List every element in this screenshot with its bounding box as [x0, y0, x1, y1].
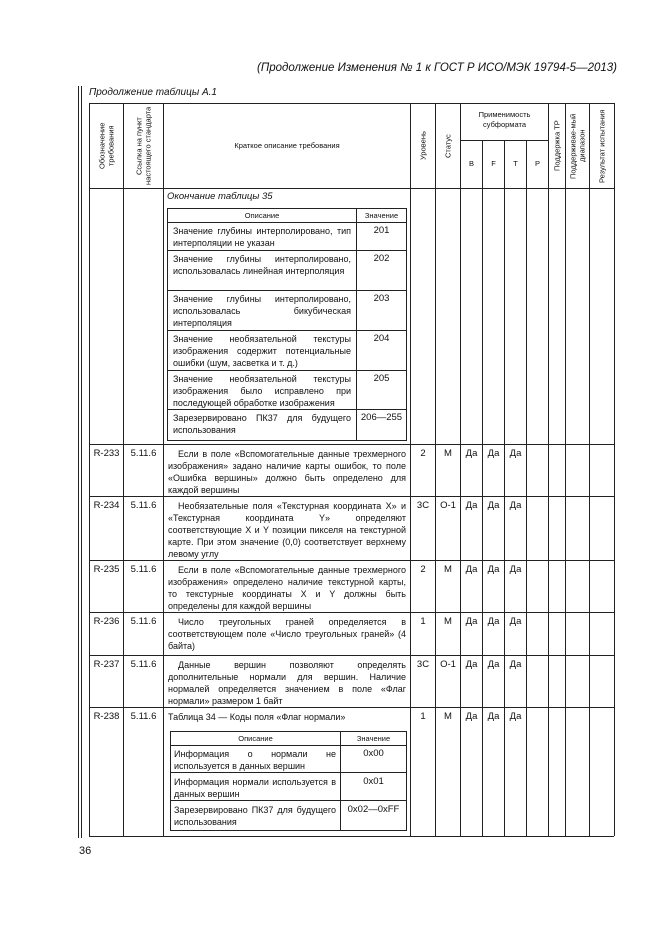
row-status: М — [444, 711, 452, 722]
table35-row-desc: Значение необязательной текстуры изображения было исправлено при последующей обработке изображения — [173, 374, 351, 408]
row-subformat-f: Да — [487, 500, 500, 511]
row-subformat-t: Да — [509, 711, 522, 722]
table34-row-desc: Зарезервировано ПК37 для будущего использования — [174, 805, 336, 827]
table35-row-val: 203 — [373, 293, 390, 304]
col-header-ref: Ссылка на пункт настоящего стандарта — [134, 106, 153, 186]
table34-row-val: 0x01 — [363, 776, 384, 787]
row-description: Число треугольных граней определяется в соответствующем поле «Число треугольных граней» (4 байта) — [168, 617, 406, 651]
row-subformat-f: Да — [487, 448, 500, 459]
row-designation: R-234 — [93, 500, 120, 511]
row-subformat-b: Да — [465, 616, 478, 627]
row-subformat-t: Да — [509, 448, 522, 459]
page-number: 36 — [79, 845, 92, 857]
row-subformat-f: Да — [487, 711, 500, 722]
col-header-supported-range: Поддерживае-мый диапазон — [568, 113, 587, 179]
col-header-test-result: Результат испытания — [597, 109, 607, 183]
col-header-applicability: Применимость субформата — [478, 110, 531, 129]
row-ref: 5.11.6 — [130, 448, 157, 459]
row-subformat-b: Да — [465, 448, 478, 459]
table35-row-desc: Зарезервировано ПК37 для будущего использования — [173, 413, 351, 435]
table35-row-val: 206—255 — [360, 412, 403, 423]
table34-row-val: 0x00 — [363, 748, 384, 759]
row-level: 1 — [420, 616, 426, 627]
table34-row-val: 0x02—0xFF — [347, 804, 400, 815]
table34-head-desc: Описание — [238, 734, 273, 743]
col-header-f: F — [491, 159, 496, 168]
row-description: Если в поле «Вспомогательные данные трехмерного изображения» определено наличие текстурной карты, то текстурные координаты X и Y должны быть определены для каждой вершины — [168, 565, 406, 611]
row-level: 3С — [416, 659, 430, 670]
row-status: О-1 — [440, 659, 456, 670]
table35-head-val: Значение — [364, 211, 399, 220]
row-status: О-1 — [440, 500, 456, 511]
row-level: 1 — [420, 711, 426, 722]
col-header-status: Статус — [443, 134, 453, 158]
table35-caption: Окончание таблицы 35 — [167, 191, 273, 202]
col-header-supported-tr: Поддержка ТР — [552, 120, 562, 172]
table35-row-val: 204 — [373, 333, 390, 344]
row-designation: R-237 — [93, 659, 120, 670]
row-level: 3С — [416, 500, 430, 511]
row-designation: R-235 — [93, 564, 120, 575]
col-header-t: Т — [513, 159, 518, 168]
table35-row-desc: Значение глубины интерполировано, использовалась линейная интерполяция — [173, 254, 351, 276]
row-subformat-t: Да — [509, 659, 522, 670]
table34-row-desc: Информация нормали используется в данных вершин — [174, 777, 336, 799]
table35-row-val: 202 — [373, 253, 390, 264]
table35-head-desc: Описание — [244, 211, 280, 220]
row-subformat-b: Да — [465, 564, 478, 575]
row-ref: 5.11.6 — [130, 659, 157, 670]
row-status: М — [444, 616, 452, 627]
table35-row-desc: Значение глубины интерполировано, использовалась бикубическая интерполяция — [173, 294, 351, 328]
row-status: М — [444, 448, 452, 459]
row-subformat-b: Да — [465, 500, 478, 511]
row-ref: 5.11.6 — [130, 564, 157, 575]
page-header: (Продолжение Изменения № 1 к ГОСТ Р ИСО/МЭК 19794-5—2013) — [257, 62, 617, 74]
row-subformat-t: Да — [509, 500, 522, 511]
row-subformat-t: Да — [509, 616, 522, 627]
margin-bar — [81, 86, 82, 838]
table35-row-desc: Значение необязательной текстуры изображения содержит потенциальные ошибки (шум, засветка и т. д.) — [173, 334, 351, 368]
table34-caption: Таблица 34 — Коды поля «Флаг нормали» — [168, 712, 346, 722]
table35-row-val: 205 — [373, 373, 390, 384]
row-status: М — [444, 564, 452, 575]
row-subformat-b: Да — [465, 711, 478, 722]
row-level: 2 — [420, 564, 426, 575]
col-header-designation: Обозначение требования — [97, 122, 116, 170]
row-subformat-t: Да — [509, 564, 522, 575]
table35-row-val: 201 — [373, 225, 390, 236]
row-designation: R-233 — [93, 448, 120, 459]
col-header-p: Р — [534, 159, 540, 168]
row-description: Если в поле «Вспомогательные данные трехмерного изображения» задано наличие карты ошибок, то поле «Ошибка вершины» должно быть определено для каждой вершины — [168, 449, 406, 495]
row-subformat-b: Да — [465, 659, 478, 670]
row-ref: 5.11.6 — [130, 711, 157, 722]
table34-row-desc: Информация о нормали не используется в данных вершин — [174, 749, 336, 771]
row-description: Необязательные поля «Текстурная координата X» и «Текстурная координата Y» определяют соответствующие X и Y позиции пикселя на текстурной карте. При этом значение (0,0) соответствует верхнему левому углу — [168, 501, 406, 559]
row-designation: R-238 — [93, 711, 120, 722]
col-header-description: Краткое описание требования — [234, 141, 340, 150]
margin-bar — [78, 86, 79, 838]
table34-head-val: Значение — [356, 734, 391, 743]
table35-row-desc: Значение глубины интерполировано, тип интерполяции не указан — [173, 226, 351, 248]
row-designation: R-236 — [93, 616, 120, 627]
row-level: 2 — [420, 448, 426, 459]
col-header-level: Уровень — [418, 131, 428, 161]
table-continuation-label: Продолжение таблицы А.1 — [89, 87, 217, 98]
row-ref: 5.11.6 — [130, 500, 157, 511]
row-subformat-f: Да — [487, 659, 500, 670]
row-subformat-f: Да — [487, 564, 500, 575]
col-header-b: В — [468, 159, 474, 168]
row-subformat-f: Да — [487, 616, 500, 627]
row-ref: 5.11.6 — [130, 616, 157, 627]
row-description: Данные вершин позволяют определять дополнительные нормали для вершин. Наличие нормалей определяется значением в поле «Флаг нормали» размером 1 байт — [168, 660, 406, 706]
